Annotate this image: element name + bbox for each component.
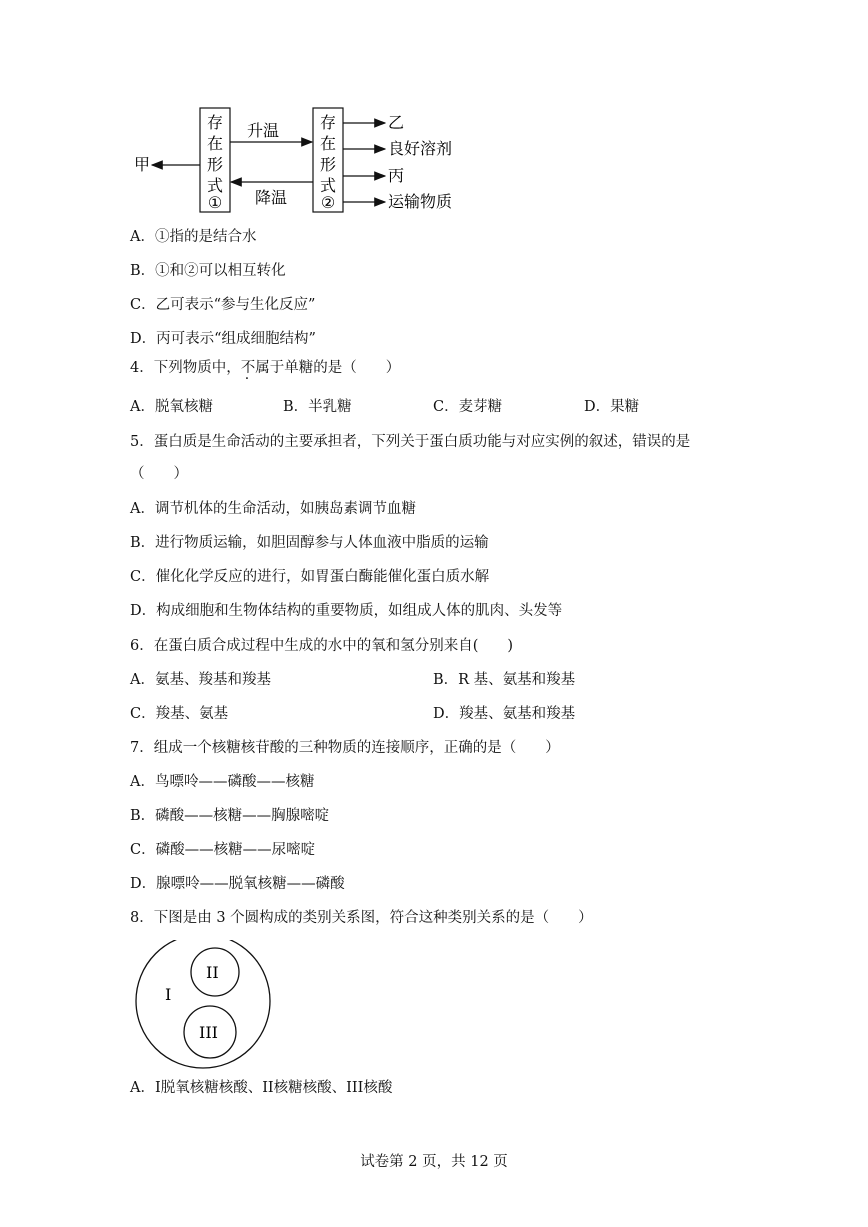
label-heat: 升温 — [247, 121, 280, 140]
q4-stem-emphasis: 不 — [240, 360, 256, 376]
q6-option-c: C．羧基、氨基 — [130, 706, 229, 722]
q4-option-a: A．脱氧核糖 — [130, 399, 213, 415]
q5-stem: 5．蛋白质是生命活动的主要承担者，下列关于蛋白质功能与对应实例的叙述，错误的是 — [130, 434, 691, 450]
label-solvent: 良好溶剂 — [388, 139, 453, 158]
q8-stem: 8．下图是由 3 个圆构成的类别关系图，符合这种类别关系的是（ ） — [130, 910, 593, 926]
q4-option-d: D．果糖 — [584, 399, 640, 415]
q4-stem — [130, 358, 400, 378]
svg-text:式: 式 — [319, 176, 337, 195]
q7-stem: 7．组成一个核糖核苷酸的三种物质的连接顺序，正确的是（ ） — [130, 740, 560, 756]
form1-label — [207, 113, 223, 212]
q5-option-b: B．进行物质运输，如胆固醇参与人体血液中脂质的运输 — [130, 535, 489, 551]
q6-stem: 6．在蛋白质合成过程中生成的水中的氧和氢分别来自( ) — [130, 638, 514, 654]
q5-option-c: C．催化化学反应的进行，如胃蛋白酶能催化蛋白质水解 — [130, 569, 490, 585]
q3-option-c: C．乙可表示“参与生化反应” — [130, 297, 316, 313]
q4-option-b: B．半乳糖 — [283, 399, 352, 415]
svg-text:形: 形 — [206, 155, 224, 174]
q7-option-d: D．腺嘌呤——脱氧核糖——磷酸 — [130, 876, 345, 892]
water-forms-diagram — [0, 0, 868, 230]
q5-option-d: D．构成细胞和生物体结构的重要物质，如组成人体的肌肉、头发等 — [130, 603, 563, 619]
svg-text:形: 形 — [319, 155, 337, 174]
q6-option-d: D．羧基、氨基和羧基 — [433, 706, 576, 722]
q4-stem-part1: 4．下列物质中， — [130, 360, 241, 376]
q4-stem-part2: 属于单糖的是（ ） — [255, 360, 401, 376]
circle-I-label: I — [165, 985, 172, 1004]
svg-text:在: 在 — [319, 134, 337, 153]
q6-option-b: B．R 基、氨基和羧基 — [433, 672, 576, 688]
page-footer: 试卷第 2 页，共 12 页 — [360, 1154, 508, 1170]
q7-option-b: B．磷酸——核糖——胸腺嘧啶 — [130, 808, 330, 824]
label-cool: 降温 — [255, 188, 288, 207]
label-yi: 乙 — [388, 113, 405, 132]
circle-I — [136, 940, 270, 1068]
svg-text:式: 式 — [206, 176, 224, 195]
q3-option-b: B．①和②可以相互转化 — [130, 263, 286, 279]
q3-option-d: D．丙可表示“组成细胞结构” — [130, 331, 316, 347]
circle-II-label: II — [206, 963, 219, 982]
q5-option-a: A．调节机体的生命活动，如胰岛素调节血糖 — [130, 501, 416, 517]
q4-option-c: C．麦芽糖 — [433, 399, 503, 415]
q3-option-a: A．①指的是结合水 — [130, 229, 257, 245]
q8-option-a: A．I脱氧核糖核酸、II核糖核酸、III核酸 — [130, 1080, 393, 1096]
svg-text:存: 存 — [319, 113, 337, 132]
label-jia: 甲 — [134, 155, 151, 174]
svg-text:在: 在 — [206, 134, 224, 153]
q7-option-a: A．鸟嘌呤——磷酸——核糖 — [130, 774, 315, 790]
q5-stem-paren: （ ） — [130, 466, 188, 482]
label-transport: 运输物质 — [388, 192, 453, 211]
svg-text:②: ② — [320, 193, 336, 212]
circle-III-label: III — [199, 1023, 218, 1042]
svg-text:存: 存 — [206, 113, 224, 132]
q6-option-a: A．氨基、羧基和羧基 — [130, 672, 271, 688]
label-bing: 丙 — [388, 166, 405, 185]
form2-label — [320, 113, 336, 212]
category-circles-diagram — [0, 940, 868, 1070]
svg-text:①: ① — [207, 193, 223, 212]
q7-option-c: C．磷酸——核糖——尿嘧啶 — [130, 842, 316, 858]
